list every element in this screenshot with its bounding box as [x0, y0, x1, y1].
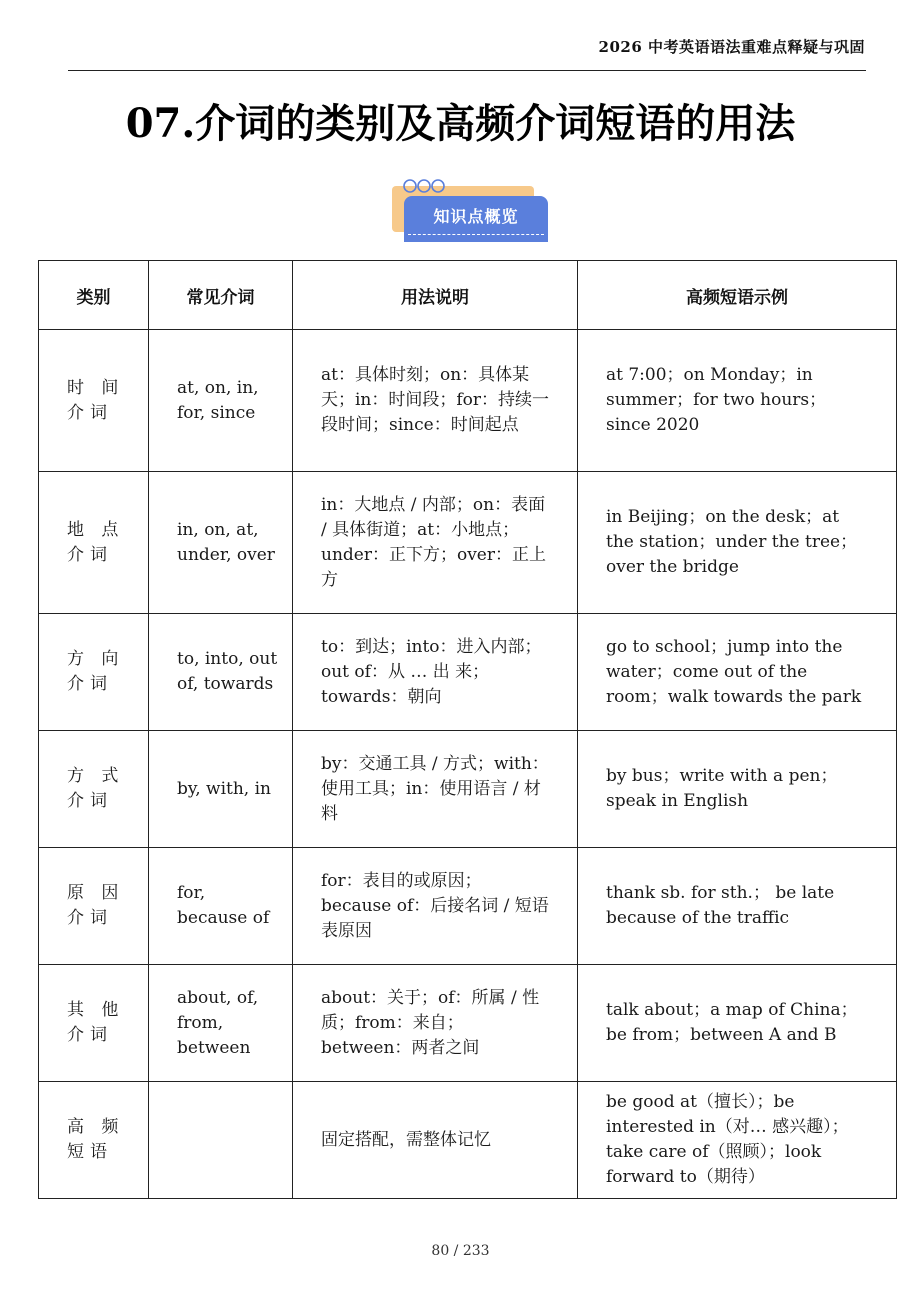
preposition-table [38, 260, 897, 1199]
table-row [39, 965, 897, 1082]
examples-cell: talk about；a map of China；be from；between A and B [606, 1000, 858, 1045]
category-cell: 方 式 介词 [67, 766, 125, 811]
page-title: 07.介词的类别及高频介词短语的用法 [125, 100, 796, 147]
usage-cell: for：表目的或原因；because of：后接名词 / 短语表原因 [321, 870, 549, 941]
category-cell: 地 点 介词 [67, 519, 125, 565]
category-cell: 方 向 介词 [67, 649, 125, 694]
book-title: 2026 中考英语语法重难点释疑与巩固 [598, 38, 865, 56]
prepositions-cell: to, into, out of, towards [177, 649, 278, 694]
examples-cell: by bus；write with a pen；speak in English [606, 766, 838, 811]
badge-label: 知识点概览 [433, 207, 519, 226]
usage-cell: 固定搭配，需整体记忆 [321, 1129, 491, 1150]
prepositions-cell: at, on, in, for, since [177, 377, 259, 423]
column-header-category: 类别 [39, 261, 149, 330]
examples-cell: be good at（擅长）；be interested in（对… 感兴趣）；take care of（照顾）；look forward to（期待） [606, 1092, 849, 1187]
usage-cell: by：交通工具 / 方式；with：使用工具；in：使用语言 / 材料 [321, 753, 549, 824]
table-row [39, 731, 897, 848]
header-rule [68, 70, 866, 71]
table-row [39, 472, 897, 614]
prepositions-cell: in, on, at, under, over [177, 519, 275, 565]
table-row [39, 848, 897, 965]
usage-cell: about：关于；of：所属 / 性质；from：来自；between：两者之间 [321, 987, 540, 1058]
usage-cell: to：到达；into：进入内部；out of：从 … 出 来；towards：朝向 [321, 636, 542, 707]
examples-cell: go to school；jump into the water；come out of the room；walk towards the park [606, 636, 862, 707]
table-row [39, 330, 897, 472]
table-header-row [39, 261, 897, 330]
category-cell: 高 频 短语 [67, 1117, 125, 1162]
column-header-usage: 用法说明 [293, 261, 578, 330]
prepositions-cell: by, with, in [177, 778, 271, 799]
table-row [39, 1082, 897, 1199]
examples-cell: thank sb. for sth.； be late because of the traffic [606, 883, 835, 928]
examples-cell: in Beijing；on the desk；at the station；under the tree；over the bridge [606, 507, 858, 577]
usage-cell: at：具体时刻；on：具体某天；in：时间段；for：持续一段时间；since：时间起点 [321, 365, 550, 435]
category-cell: 时 间 介词 [67, 377, 125, 423]
binder-rings-icon [398, 176, 458, 196]
examples-cell: at 7:00；on Monday；in summer；for two hours；since 2020 [606, 365, 827, 435]
prepositions-cell: about, of, from, between [177, 987, 259, 1058]
section-badge [392, 176, 552, 246]
prepositions-cell: for, because of [177, 883, 270, 928]
badge-dashed-line [408, 234, 544, 235]
usage-cell: in：大地点 / 内部；on：表面 / 具体街道；at：小地点；under：正下方；over：正上方 [321, 494, 546, 590]
category-cell: 原 因 介词 [67, 883, 125, 928]
category-cell: 其 他 介词 [67, 1000, 125, 1045]
page-number: 80 / 233 [431, 1243, 490, 1259]
table-row [39, 614, 897, 731]
column-header-examples: 高频短语示例 [578, 261, 897, 330]
column-header-prepositions: 常见介词 [149, 261, 293, 330]
